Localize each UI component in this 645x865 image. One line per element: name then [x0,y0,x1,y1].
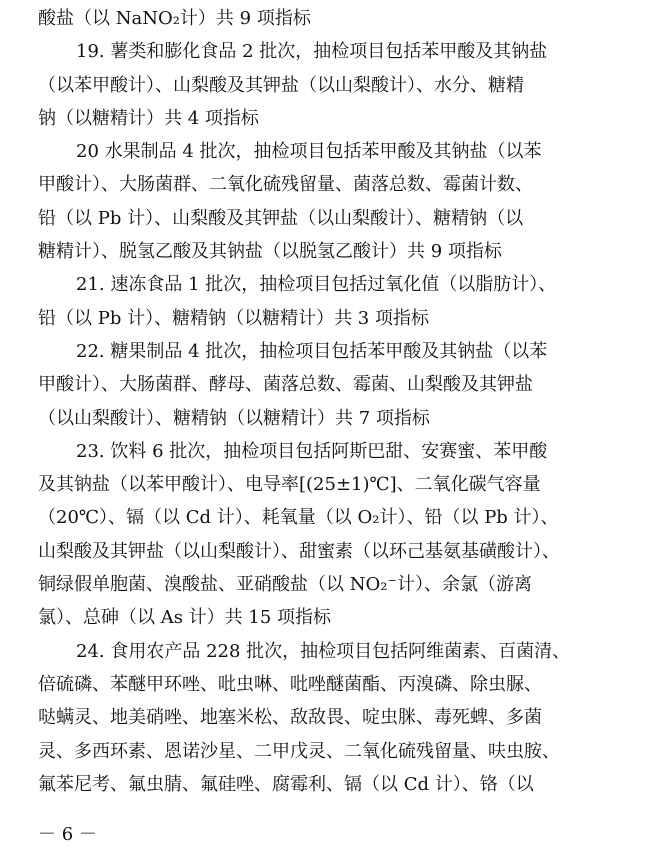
text-line: 铅（以 Pb 计）、山梨酸及其钾盐（以山梨酸计）、糖精钠（以 [38,207,524,229]
text-line: 铜绿假单胞菌、溴酸盐、亚硝酸盐（以 NO₂⁻计）、余氯（游离 [38,574,532,596]
text-line: 哒螨灵、地美硝唑、地塞米松、敌敌畏、啶虫脒、毒死蜱、多菌 [38,707,542,729]
text-line: 酸盐（以 NaNO₂计）共 9 项指标 [38,8,311,29]
page-number: － 6 － [38,824,97,845]
text-line: （以山梨酸计）、糖精钠（以糖精计）共 7 项指标 [38,407,430,429]
text-line: 灵、多西环素、恩诺沙星、二甲戊灵、二氧化硫残留量、呋虫胺、 [38,740,560,762]
text-line: 22. 糖果制品 4 批次，抽检项目包括苯甲酸及其钠盐（以苯 [76,340,548,362]
text-line: 21. 速冻食品 1 批次，抽检项目包括过氧化值（以脂肪计）、 [76,274,557,296]
text-line: 及其钠盐（以苯甲酸计）、电导率[(25±1)℃]、二氧化碳气容量 [38,474,541,496]
text-line: 24. 食用农产品 228 批次，抽检项目包括阿维菌素、百菌清、 [76,640,571,662]
text-line: 铅（以 Pb 计）、糖精钠（以糖精计）共 3 项指标 [38,307,429,329]
text-line: 倍硫磷、苯醚甲环唑、吡虫啉、吡唑醚菌酯、丙溴磷、除虫脲、 [38,673,542,695]
text-line: 钠（以糖精计）共 4 项指标 [38,107,259,129]
text-line: 糖精计）、脱氢乙酸及其钠盐（以脱氢乙酸计）共 9 项指标 [38,241,502,263]
text-line: （20℃）、镉（以 Cd 计）、耗氧量（以 O₂计）、铅（以 Pb 计）、 [38,507,559,529]
text-line: 19. 薯类和膨化食品 2 批次，抽检项目包括苯甲酸及其钠盐 [76,41,548,63]
body-text [38,2,604,801]
text-line: 甲酸计）、大肠菌群、二氧化硫残留量、菌落总数、霉菌计数、 [38,174,533,196]
text-line: 23. 饮料 6 批次，抽检项目包括阿斯巴甜、安赛蜜、苯甲酸 [76,440,548,462]
text-line: 20 水果制品 4 批次，抽检项目包括苯甲酸及其钠盐（以苯 [76,141,542,163]
text-line: 氯）、总砷（以 As 计）共 15 项指标 [38,607,332,629]
text-line: 山梨酸及其钾盐（以山梨酸计）、甜蜜素（以环己基氨基磺酸计）、 [38,540,560,562]
text-line: （以苯甲酸计）、山梨酸及其钾盐（以山梨酸计）、水分、糖精 [38,74,524,96]
text-line: 氟苯尼考、氟虫腈、氟硅唑、腐霉利、镉（以 Cd 计）、铬（以 [38,773,534,795]
text-line: 甲酸计）、大肠菌群、酵母、菌落总数、霉菌、山梨酸及其钾盐 [38,374,533,396]
